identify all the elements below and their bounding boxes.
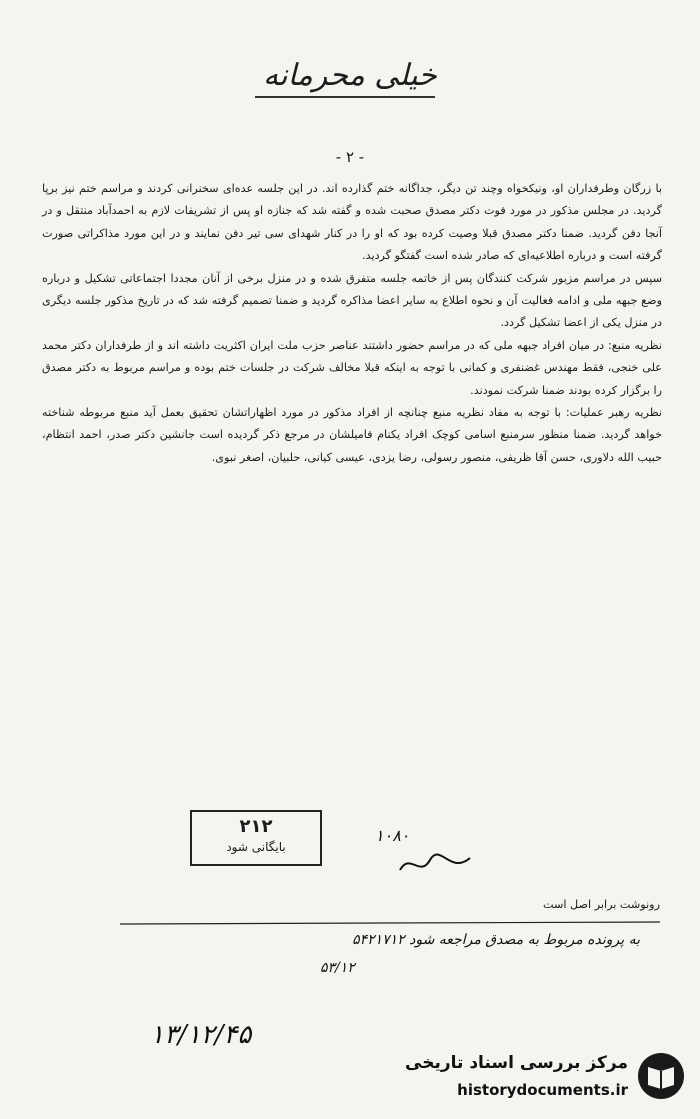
handwritten-routing-note-2: ۵۳/۱۲ xyxy=(320,960,355,976)
body-paragraph-2: سپس در مراسم مزبور شرکت کنندگان پس از خاتمه جلسه متفرق شده و در منزل برخی از آنان مجددا اجتماعاتی تشکیل و درباره وضع جبهه ملی و ادامه فعالیت آن و نحوه اطلاع به سایر اعضا مذاکره گردید و ضمنا تصمیم گرفته شد که در تاریخ مذکور جلسه دیگری در منزل یکی از اعضا تشکیل گردد. xyxy=(42,271,662,330)
body-paragraph-4: نظریه رهبر عملیات: با توجه به مفاد نظریه منبع چنانچه از افراد مذکور در مورد اظهاراتشان تحقیق بعمل آید منبع مربوطه شناخته خواهد گردید. ضمنا منظور سرمنبع اسامی کوچک افراد یکنام فامیلشان در مرجع ذکر گردیده است جانشین دکتر صدر، احمد انتظام، حبیب الله دلاوری، حسن آقا ظریفی، منصور رسولی، رضا یزدی، عیسی کیانی، حلبیان، اصغر نبوی. xyxy=(42,406,662,464)
body-paragraph-3: نظریه منبع: در میان افراد جبهه ملی که در مراسم حضور داشتند عناصر حزب ملت ایران اکثریت داشته اند و از طرفداران دکتر محمد علی خنجی، فقط مهندس غضنفری و کمانی با توجه به اینکه قبلا مخالف شرکت در جلسات ختم بوده و مراسم مربوط به دکتر مصدق را برگزار کرده بودند ضمنا شرکت نمودند. xyxy=(42,338,662,397)
archive-stamp xyxy=(190,810,322,866)
routing-underline xyxy=(120,918,660,928)
handwritten-routing-note: به پرونده مربوط به مصدق مراجعه شود ۵۴۲۱۷۱۲ xyxy=(352,932,640,948)
book-logo-icon xyxy=(636,1051,686,1101)
document-title: خیلی محرمانه xyxy=(263,58,437,93)
document-body xyxy=(42,178,662,469)
stamp-number: ۲۱۲ xyxy=(239,816,273,837)
signature-scribble xyxy=(395,850,475,880)
stamp-label: بایگانی شود xyxy=(226,840,286,854)
site-watermark xyxy=(386,1047,686,1107)
handwritten-initial: ۱۰۸۰ xyxy=(375,826,410,845)
distribution-note: رونوشت برابر اصل است xyxy=(543,898,660,911)
watermark-english: historydocuments.ir xyxy=(457,1081,628,1099)
body-paragraph-1: با زرگان وطرفداران او، ونیکخواه وچند تن دیگر، جداگانه ختم گذارده اند. در این جلسه عده‌ای سخنرانی کردند و مراسم ختم نیز برپا گردید. در مجلس مذکور در مورد فوت دکتر مصدق صحبت شده و گفته شد که جنازه او پس از تشریفات لازم به احمدآباد منتقل و در آنجا دفن گردید. ضمنا دکتر مصدق قبلا وصیت کرده بود که او را در کنار شهدای سی تیر دفن نمایند و در این مورد مذاکراتی صورت گرفته است و درباره اطلاعیه‌ای که صادر شده است گفتگو گردید. xyxy=(42,182,662,263)
page-number: - ۲ - xyxy=(335,148,365,166)
watermark-persian: مرکز بررسی اسناد تاریخی xyxy=(405,1053,628,1073)
handwritten-date: ۱۳/۱۲/۴۵ xyxy=(150,1020,252,1050)
title-underline xyxy=(255,96,435,98)
